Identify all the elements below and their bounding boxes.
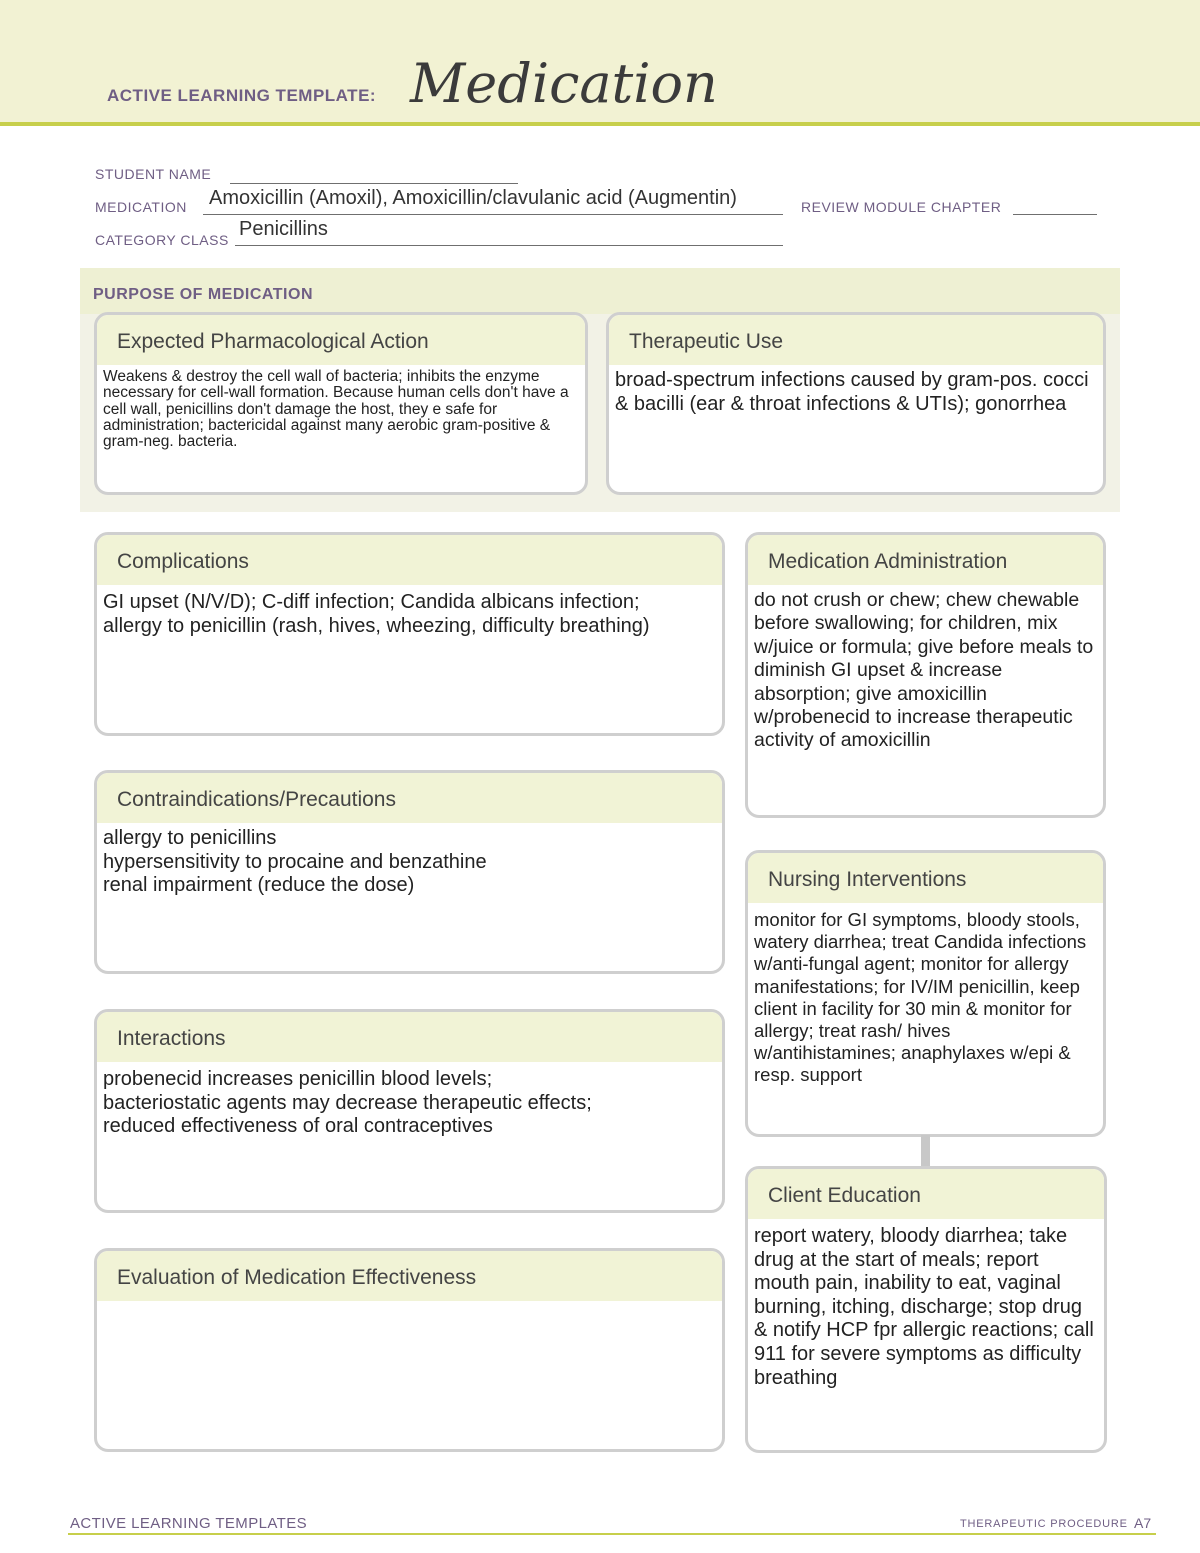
complications-header [97, 535, 722, 585]
category-class-label: CATEGORY CLASS [95, 232, 229, 248]
page-number: A7 [1134, 1515, 1152, 1531]
client-education-header [748, 1169, 1104, 1219]
header-divider [0, 122, 1200, 126]
client-education-box [745, 1166, 1107, 1453]
nursing-interventions-box [745, 850, 1106, 1137]
complications-title: Complications [117, 550, 249, 573]
contraindications-header [97, 773, 722, 823]
evaluation-title: Evaluation of Medication Effectiveness [117, 1266, 477, 1289]
client-education-text[interactable]: report watery, bloody diarrhea; take drug at the start of meals; report mouth pain, inability to eat, vaginal burning, itching, discharge; stop drug & notify HCP fpr allergic reactions; call 911 for severe symptoms as difficulty breathing [754, 1225, 1094, 1389]
nursing-interventions-text[interactable]: monitor for GI symptoms, bloody stools, watery diarrhea; treat Candida infections w/anti-fungal agent; monitor for allergy manifestations; for IV/IM penicillin, keep client in facility for 30 min & monitor for allergy; treat rash/ hives w/antihistamines; anaphylaxes w/epi & resp. support [754, 909, 1087, 1086]
client-education-title: Client Education [768, 1184, 921, 1207]
contraindications-title: Contraindications/Precautions [117, 788, 396, 811]
footer-right-label: THERAPEUTIC PROCEDURE [960, 1518, 1128, 1530]
purpose-label: PURPOSE OF MEDICATION [93, 286, 313, 303]
footer-left-label: ACTIVE LEARNING TEMPLATES [70, 1515, 307, 1532]
evaluation-text[interactable] [97, 1301, 722, 1305]
expected-action-title: Expected Pharmacological Action [117, 330, 429, 353]
student-name-label: STUDENT NAME [95, 166, 212, 182]
complications-box [94, 532, 725, 736]
category-class-line [235, 245, 783, 246]
expected-action-box [94, 312, 588, 495]
template-label: ACTIVE LEARNING TEMPLATE: [107, 86, 377, 105]
interactions-text[interactable]: probenecid increases penicillin blood levels; bacteriostatic agents may decrease therapeutic effects; reduced effectiveness of oral contraceptives [103, 1068, 592, 1138]
interactions-box [94, 1009, 725, 1213]
review-module-line [1013, 214, 1097, 215]
footer-divider [68, 1533, 1156, 1535]
evaluation-box [94, 1248, 725, 1452]
administration-header [748, 535, 1103, 585]
medication-field[interactable]: Amoxicillin (Amoxil), Amoxicillin/clavulanic acid (Augmentin) [209, 187, 737, 209]
box-connector [921, 1135, 930, 1167]
category-class-field[interactable]: Penicillins [239, 218, 328, 240]
nursing-interventions-title: Nursing Interventions [768, 868, 967, 891]
evaluation-header [97, 1251, 722, 1301]
therapeutic-use-header [609, 315, 1103, 365]
therapeutic-use-box [606, 312, 1106, 495]
medication-label: MEDICATION [95, 199, 187, 215]
administration-text[interactable]: do not crush or chew; chew chewable before swallowing; for children, mix w/juice or formula; give before meals to diminish GI upset & increase absorption; give amoxicillin w/probenecid to increase therapeutic activity of amoxicillin [754, 589, 1094, 752]
review-module-label: REVIEW MODULE CHAPTER [801, 199, 1002, 215]
contraindications-box [94, 770, 725, 974]
medication-line [203, 214, 783, 215]
administration-title: Medication Administration [768, 550, 1008, 573]
expected-action-header [97, 315, 585, 365]
complications-text[interactable]: GI upset (N/V/D); C-diff infection; Candida albicans infection; allergy to penicillin (rash, hives, wheezing, difficulty breathing) [103, 591, 650, 637]
expected-action-text[interactable]: Weakens & destroy the cell wall of bacteria; inhibits the enzyme necessary for cell-wall formation. Because human cells don't have a cell wall, penicillins don't damage the host, they e safe for administration; bactericidal against many aerobic gram-positive & gram-neg. bacteria. [103, 368, 569, 451]
therapeutic-use-text[interactable]: broad-spectrum infections caused by gram-pos. cocci & bacilli (ear & throat infections & UTIs); gonorrhea [615, 369, 1089, 415]
student-name-line [230, 183, 518, 184]
nursing-interventions-header [748, 853, 1103, 903]
contraindications-text[interactable]: allergy to penicillins hypersensitivity to procaine and benzathine renal impairment (reduce the dose) [103, 827, 487, 897]
page-title: Medication [410, 52, 718, 115]
interactions-title: Interactions [117, 1027, 226, 1050]
therapeutic-use-title: Therapeutic Use [629, 330, 784, 353]
administration-box [745, 532, 1106, 818]
interactions-header [97, 1012, 722, 1062]
